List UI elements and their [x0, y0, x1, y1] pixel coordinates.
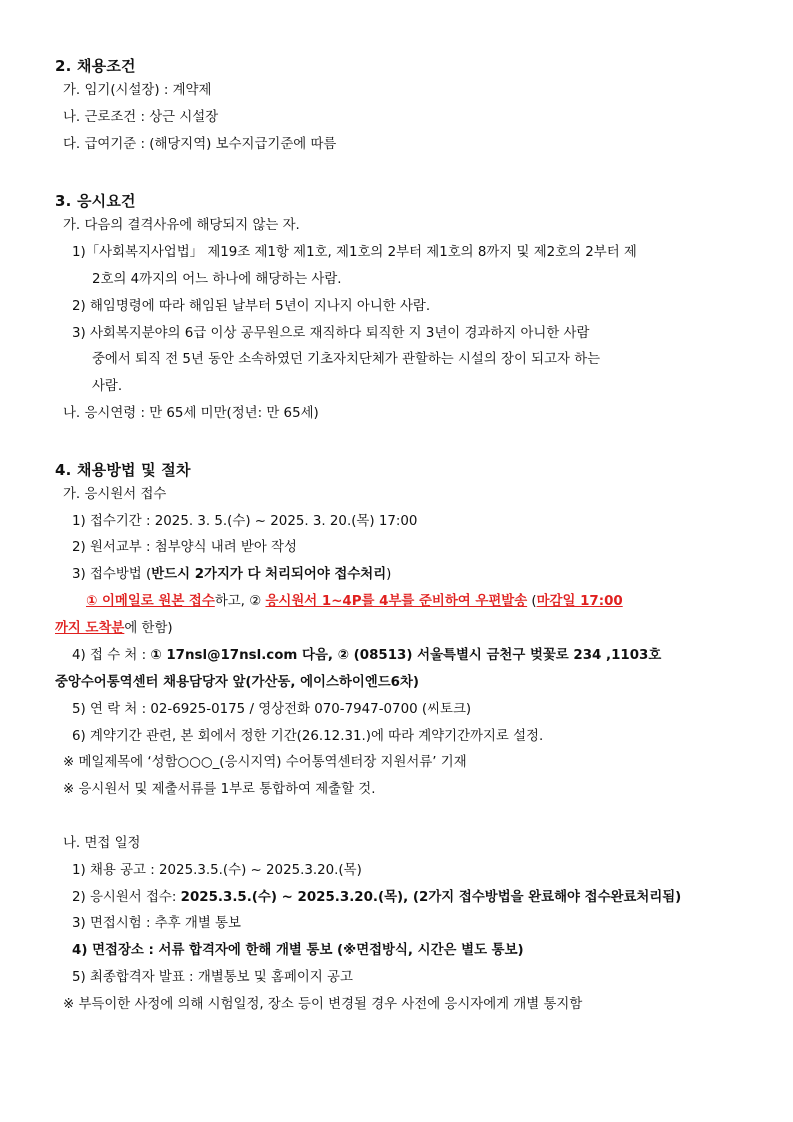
s4-method: [72, 566, 391, 584]
s4-item-na: 나. 면접 일정: [63, 836, 141, 851]
section-3-heading: 3. 응시요건: [55, 192, 136, 210]
s4-schedule-announcement: 1) 채용 공고 : 2025.3.5.(수) ~ 2025.3.20.(목): [72, 863, 362, 878]
s3-item-2: 2) 해임명령에 따라 해임된 날부터 5년이 지나지 아니한 사람.: [72, 299, 431, 314]
s4-address-value: ① 17nsl@17nsl.com 다음, ② (08513) 서울특별시 금천구 벚꽃로 234 ,1103호: [150, 648, 662, 663]
s3-item-3-line3: 사람.: [92, 379, 123, 394]
s3-item-3-line2: 중에서 퇴직 전 5년 동안 소속하였던 기초자치단체가 관할하는 시설의 장이 되고자 하는: [92, 352, 601, 367]
s3-item-1-line1: 1)「사회복지사업법」 제19조 제1항 제1호, 제1호의 2부터 제1호의 8까지 및 제2호의 2부터 제: [72, 245, 637, 260]
s4-method-paren: (: [527, 594, 537, 609]
s2-item-da: 다. 급여기준 : (해당지역) 보수지급기준에 따름: [63, 137, 337, 152]
s4-postal-submission: 응시원서 1~4P를 4부를 준비하여 우편발송: [265, 594, 528, 609]
s3-item-3-line1: 3) 사회복지분야의 6급 이상 공무원으로 재직하다 퇴직한 지 3년이 경과하지 아니한 사람: [72, 326, 590, 341]
s4-schedule-final: 5) 최종합격자 발표 : 개별통보 및 홈페이지 공고: [72, 970, 353, 985]
s4-period: 1) 접수기간 : 2025. 3. 5.(수) ~ 2025. 3. 20.(목) 17:00: [72, 514, 418, 529]
s4-item-ga: 가. 응시원서 접수: [63, 487, 167, 502]
section-2-heading: 2. 채용조건: [55, 57, 136, 75]
s4-note-email-subject: ※ 메일제목에 ‘성함○○○_(응시지역) 수어통역센터장 지원서류’ 기재: [63, 755, 467, 770]
s4-note-merge: ※ 응시원서 및 제출서류를 1부로 통합하여 제출할 것.: [63, 782, 376, 797]
s4-method-suffix: ): [386, 567, 392, 582]
s4-arrival-deadline: 까지 도착분: [55, 621, 125, 636]
s2-item-na: 나. 근로조건 : 상근 시설장: [63, 110, 219, 125]
s4-application-label: 2) 응시원서 접수:: [72, 890, 181, 905]
s4-form-distribution: 2) 원서교부 : 첨부양식 내려 받아 작성: [72, 540, 297, 555]
s4-method-prefix: 3) 접수방법 (: [72, 567, 152, 582]
s3-item-1-line2: 2호의 4까지의 어느 하나에 해당하는 사람.: [92, 272, 342, 287]
s4-submission-address-line1: [72, 647, 661, 665]
s4-deadline: 마감일 17:00: [536, 594, 623, 609]
section-4-heading: 4. 채용방법 및 절차: [55, 461, 191, 479]
s4-arrival-suffix: 에 한함): [124, 621, 173, 636]
s4-schedule-interview: 3) 면접시험 : 추후 개별 통보: [72, 916, 241, 931]
s3-item-ga: 가. 다음의 결격사유에 해당되지 않는 자.: [63, 218, 300, 233]
s4-email-submission: ① 이메일로 원본 접수: [86, 594, 215, 609]
s4-method-emphasis: 반드시 2가지가 다 처리되어야 접수처리: [151, 567, 387, 582]
s4-schedule-application: [72, 889, 681, 907]
s4-submission-address-line2: 중앙수어통역센터 채용담당자 앞(가산동, 에이스하이엔드6차): [55, 675, 420, 690]
s4-note-change: ※ 부득이한 사정에 의해 시험일정, 장소 등이 변경될 경우 사전에 응시자에게 개별 통지함: [63, 997, 583, 1012]
s4-contract-period: 6) 계약기간 관련, 본 회에서 정한 기간(26.12.31.)에 따라 계약기간까지로 설정.: [72, 729, 544, 744]
s4-application-value: 2025.3.5.(수) ~ 2025.3.20.(목), (2가지 접수방법을 완료해야 접수완료처리됨): [180, 890, 682, 905]
s4-schedule-venue: 4) 면접장소 : 서류 합격자에 한해 개별 통보 (※면접방식, 시간은 별도 통보): [72, 943, 524, 958]
s4-method-connector: 하고, ②: [214, 594, 266, 609]
s2-item-ga: 가. 임기(시설장) : 계약제: [63, 83, 212, 98]
s4-contact: 5) 연 락 처 : 02-6925-0175 / 영상전화 070-7947-0700 (씨토크): [72, 702, 472, 717]
s4-address-label: 4) 접 수 처 :: [72, 648, 151, 663]
s4-method-detail-line2: [55, 620, 173, 638]
s4-method-detail-line1: [86, 593, 623, 611]
s3-item-na: 나. 응시연령 : 만 65세 미만(정년: 만 65세): [63, 406, 319, 421]
